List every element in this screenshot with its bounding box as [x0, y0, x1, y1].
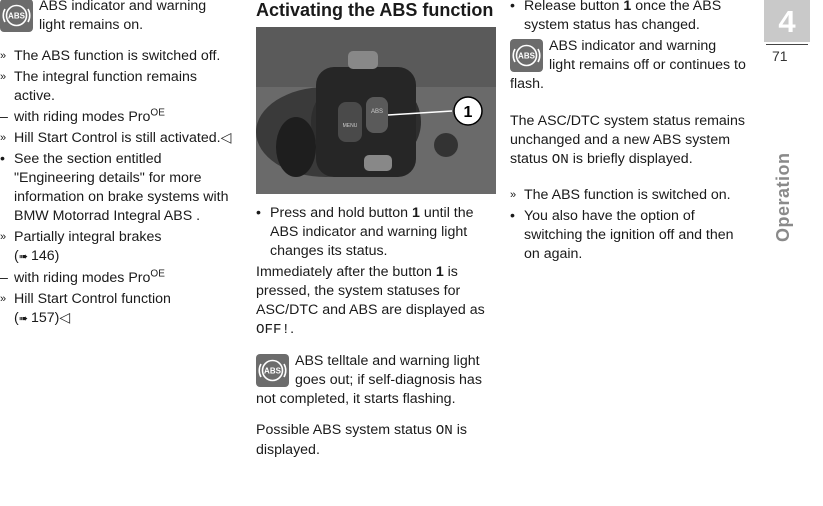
list-item-text: The ABS function is switched on.: [524, 187, 731, 203]
page-number: 71: [772, 48, 788, 64]
list-mark: »: [0, 71, 7, 83]
abs-indicator-note: ABS ABS indicator and warning light remains off or continues to flash.: [510, 38, 746, 92]
svg-text:1: 1: [463, 104, 473, 121]
chapter-title: Operation: [773, 152, 793, 242]
result-paragraph: Immediately after the button 1 is pressed, the system statuses for ASC/DTC and ABS are displayed as OFF!.: [256, 264, 485, 338]
section-title: Activating the ABS function: [256, 0, 494, 20]
svg-text:ABS: ABS: [8, 11, 25, 21]
list-item: [510, 186, 746, 205]
top-note-text: ABS indicator and warning light remains on.: [39, 0, 207, 33]
release-step: • Release button 1 once the ABS system status has changed.: [510, 0, 746, 35]
handlebar-photo: [256, 27, 496, 194]
list-item-text: The integral function remains active.: [14, 69, 197, 104]
asc-dtc-paragraph: The ASC/DTC system status remains unchanged and a new ABS system status ON is briefly displayed.: [510, 113, 745, 168]
status-paragraph: Possible ABS system status ON is displayed.: [256, 422, 468, 458]
page-ref: 157)◁: [31, 310, 71, 326]
list-item: [0, 108, 232, 127]
list-mark: –: [0, 270, 8, 286]
col1-list: [0, 47, 232, 329]
list-item: [0, 68, 232, 106]
column-left: [0, 0, 232, 331]
list-mark: •: [0, 151, 5, 167]
list-item: [0, 150, 232, 226]
page-ref: 146): [31, 248, 60, 264]
svg-text:ABS: ABS: [370, 109, 384, 115]
list-item-text: The ABS function is switched off.: [14, 48, 221, 64]
bullet-mark: •: [510, 0, 515, 14]
option-marker: OE: [150, 107, 165, 119]
list-item-text: See the section entitled "Engineering details" for more information on brake systems with BMW Motorrad Integral ABS .: [14, 151, 229, 224]
svg-text:ABS: ABS: [264, 366, 281, 376]
list-item-text: You also have the option of switching the ignition off and then on again.: [524, 208, 734, 262]
list-mark: »: [510, 189, 517, 201]
list-mark: »: [0, 132, 7, 144]
col3-list: [510, 186, 746, 264]
abs-indicator-note: [0, 0, 232, 35]
abs-warning-icon: [0, 0, 33, 32]
list-mark: •: [510, 208, 515, 224]
list-item-text: Hill Start Control is still activated.◁: [14, 130, 232, 146]
list-mark: »: [0, 50, 7, 62]
list-item-text: Hill Start Control function: [14, 291, 171, 307]
list-mark: »: [0, 293, 7, 305]
abs-warning-icon: [256, 354, 289, 387]
list-item: » Hill Start Control function (➠ 157)◁: [0, 291, 171, 326]
list-mark: »: [0, 231, 7, 243]
svg-text:MENU: MENU: [342, 123, 358, 129]
chapter-number: 4: [764, 0, 810, 42]
list-item: [0, 129, 232, 148]
list-item: [510, 207, 746, 264]
page-ref-arrow-icon: ➠: [18, 251, 32, 263]
divider: [766, 44, 808, 45]
list-item-text: with riding modes Pro: [14, 270, 151, 286]
list-item: [0, 269, 232, 288]
list-mark: –: [0, 109, 8, 125]
page-ref-arrow-icon: ➠: [18, 313, 32, 325]
option-marker: OE: [150, 268, 165, 280]
list-item: » Partially integral brakes (➠ 146): [0, 229, 162, 264]
column-right: [510, 0, 746, 266]
bullet-mark: •: [256, 205, 261, 221]
list-item-text: Partially integral brakes: [14, 229, 162, 245]
column-middle: [256, 0, 496, 460]
abs-telltale-note: ABS ABS telltale and warning light goes out; if self-diagnosis has not completed, it starts flashing.: [256, 353, 482, 407]
list-item-text: with riding modes Pro: [14, 109, 151, 125]
list-item: [0, 47, 232, 66]
chapter-sidebar: [758, 0, 823, 506]
svg-text:ABS: ABS: [518, 51, 535, 61]
press-step: • Press and hold button 1 until the ABS indicator and warning light changes its status.: [256, 205, 474, 259]
abs-warning-icon: [510, 39, 543, 72]
